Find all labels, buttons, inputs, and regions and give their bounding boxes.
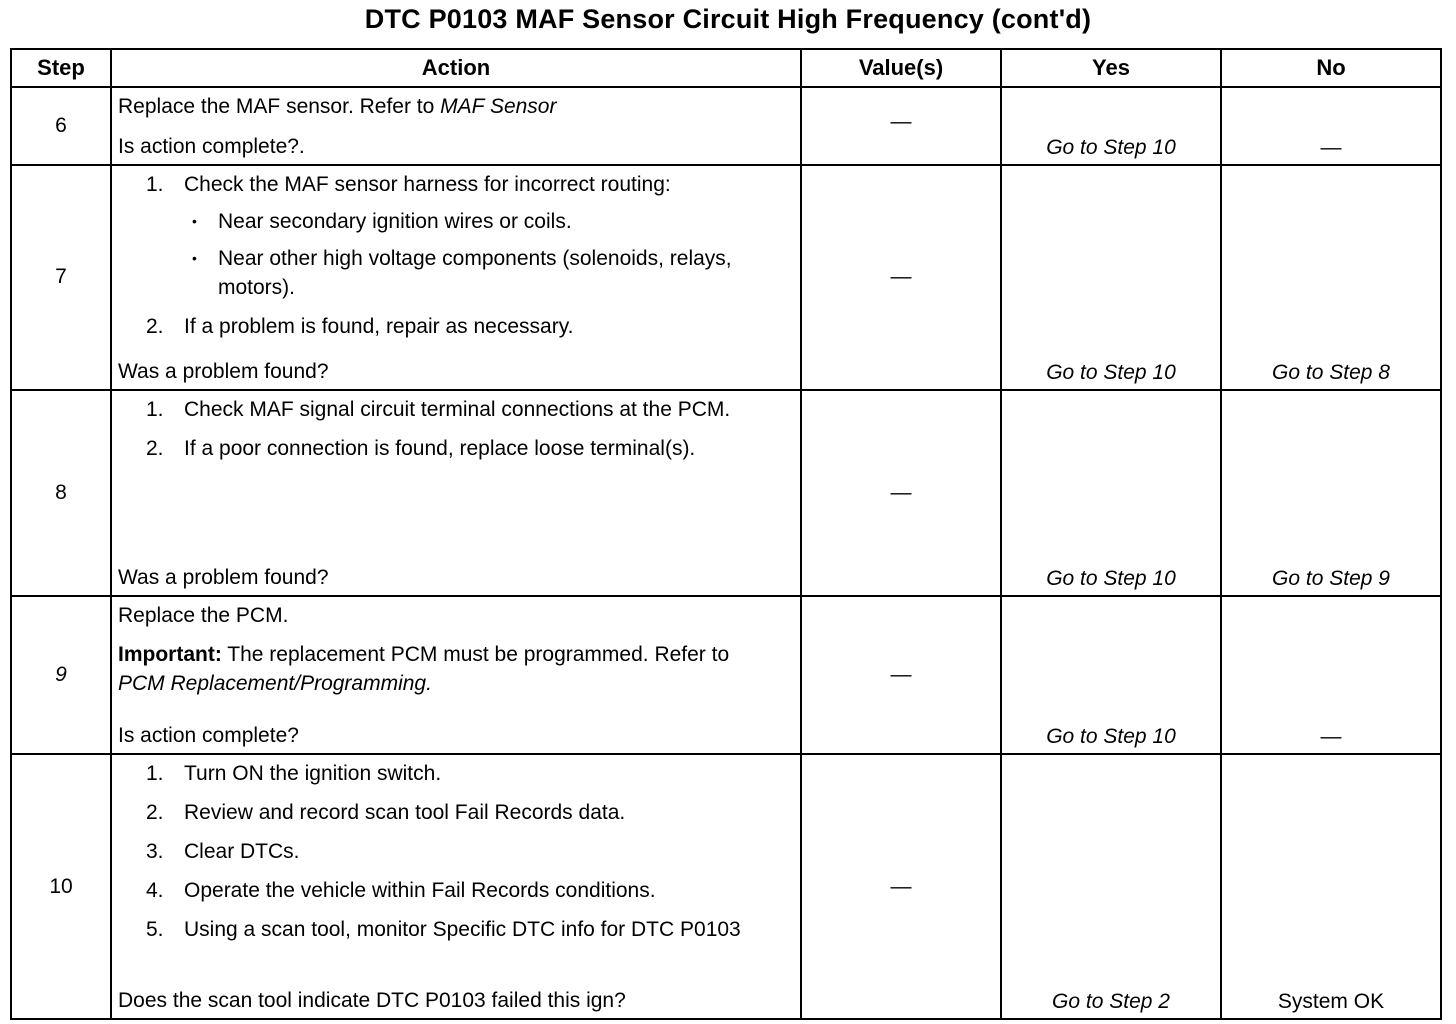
step-item-number: 1. [146, 762, 164, 786]
value-cell: — [801, 165, 1001, 389]
value-cell: — [801, 754, 1001, 1019]
action-cell [111, 390, 801, 596]
step-item-text: Turn ON the ignition switch. [184, 762, 442, 786]
action-text [118, 92, 794, 121]
step-item-text: Check MAF signal circuit terminal connections at the PCM. [184, 397, 731, 421]
action-cell [111, 596, 801, 754]
step-item-text: If a problem is found, repair as necessary. [184, 315, 574, 339]
action-cell [111, 165, 801, 389]
action-step-item [118, 876, 794, 905]
spacer [118, 630, 794, 640]
action-text-part: Replace the MAF sensor. Refer to [118, 95, 441, 118]
step-item-number: 1. [146, 397, 164, 421]
reference-link: MAF Sensor [440, 95, 557, 118]
table-row-step-6 [11, 87, 1441, 165]
diagnostic-table [10, 48, 1442, 1020]
question-text: Is action complete?. [118, 135, 305, 159]
step-number: 9 [11, 596, 111, 754]
no-cell: — [1221, 596, 1441, 754]
action-step-item [118, 395, 794, 424]
action-step-item [118, 837, 794, 866]
important-text: The replacement PCM must be programmed. Refer to [221, 643, 730, 667]
header-action: Action [111, 49, 801, 87]
action-step-item [118, 798, 794, 827]
question-text: Does the scan tool indicate DTC P0103 failed this ign? [118, 989, 626, 1012]
value-cell: — [801, 87, 1001, 165]
bullet-text: Near secondary ignition wires or coils. [218, 210, 572, 234]
table-row-step-7 [11, 165, 1441, 389]
action-step-item [118, 312, 794, 341]
action-step-item [118, 915, 794, 944]
action-step-item [118, 434, 794, 463]
action-cell [111, 87, 801, 165]
action-steps [118, 759, 794, 944]
page-title: DTC P0103 MAF Sensor Circuit High Frequency (cont'd) [364, 4, 1092, 34]
header-no: No [1221, 49, 1441, 87]
value-cell: — [801, 596, 1001, 754]
table-row-step-8 [11, 390, 1441, 596]
step-item-number: 4. [146, 879, 164, 903]
step-item-text: If a poor connection is found, replace loose terminal(s). [184, 436, 696, 460]
step-item-number: 1. [146, 173, 164, 197]
action-step-item [118, 170, 794, 302]
step-item-number: 2. [146, 801, 164, 825]
bullet-list [184, 207, 794, 302]
step-item-number: 3. [146, 840, 164, 864]
step-number: 6 [11, 87, 111, 165]
no-cell: Go to Step 9 [1221, 390, 1441, 596]
action-steps [118, 395, 794, 463]
header-row [11, 49, 1441, 87]
step-number: 7 [11, 165, 111, 389]
question-text: Was a problem found? [118, 566, 329, 590]
step-item-number: 2. [146, 315, 164, 339]
yes-cell: Go to Step 2 [1001, 754, 1221, 1019]
action-step-item [118, 759, 794, 788]
bullet-icon: • [192, 250, 197, 267]
question-text: Was a problem found? [118, 359, 329, 383]
header-values: Value(s) [801, 49, 1001, 87]
no-cell: — [1221, 87, 1441, 165]
bullet-item [184, 207, 794, 236]
yes-cell: Go to Step 10 [1001, 596, 1221, 754]
no-cell: Go to Step 8 [1221, 165, 1441, 389]
action-steps [118, 170, 794, 341]
header-step: Step [11, 49, 111, 87]
header-yes: Yes [1001, 49, 1221, 87]
action-cell [111, 754, 801, 1019]
important-note [118, 640, 794, 698]
table-row-step-9 [11, 596, 1441, 754]
bullet-icon: • [192, 213, 197, 230]
step-item-text: Operate the vehicle within Fail Records conditions. [184, 879, 656, 903]
table-row-step-10 [11, 754, 1441, 1019]
question-text: Is action complete? [118, 724, 299, 748]
step-number: 10 [11, 754, 111, 1019]
yes-cell: Go to Step 10 [1001, 390, 1221, 596]
step-item-text: Check the MAF sensor harness for incorrect routing: [184, 173, 671, 197]
step-item-text: Using a scan tool, monitor Specific DTC info for DTC P0103 [184, 918, 741, 942]
step-number: 8 [11, 390, 111, 596]
bullet-item [184, 244, 794, 302]
step-item-number: 2. [146, 436, 164, 460]
step-item-text: Clear DTCs. [184, 840, 300, 864]
step-item-text: Review and record scan tool Fail Records data. [184, 801, 626, 825]
yes-cell: Go to Step 10 [1001, 87, 1221, 165]
bullet-text: Near other high voltage components (solenoids, relays, motors). [218, 247, 732, 300]
step-item-number: 5. [146, 918, 164, 942]
value-cell: — [801, 390, 1001, 596]
no-cell: System OK [1221, 754, 1441, 1019]
yes-cell: Go to Step 10 [1001, 165, 1221, 389]
important-label: Important: [118, 643, 222, 667]
action-text: Replace the PCM. [118, 604, 289, 628]
reference-link: PCM Replacement/Programming. [118, 672, 432, 696]
